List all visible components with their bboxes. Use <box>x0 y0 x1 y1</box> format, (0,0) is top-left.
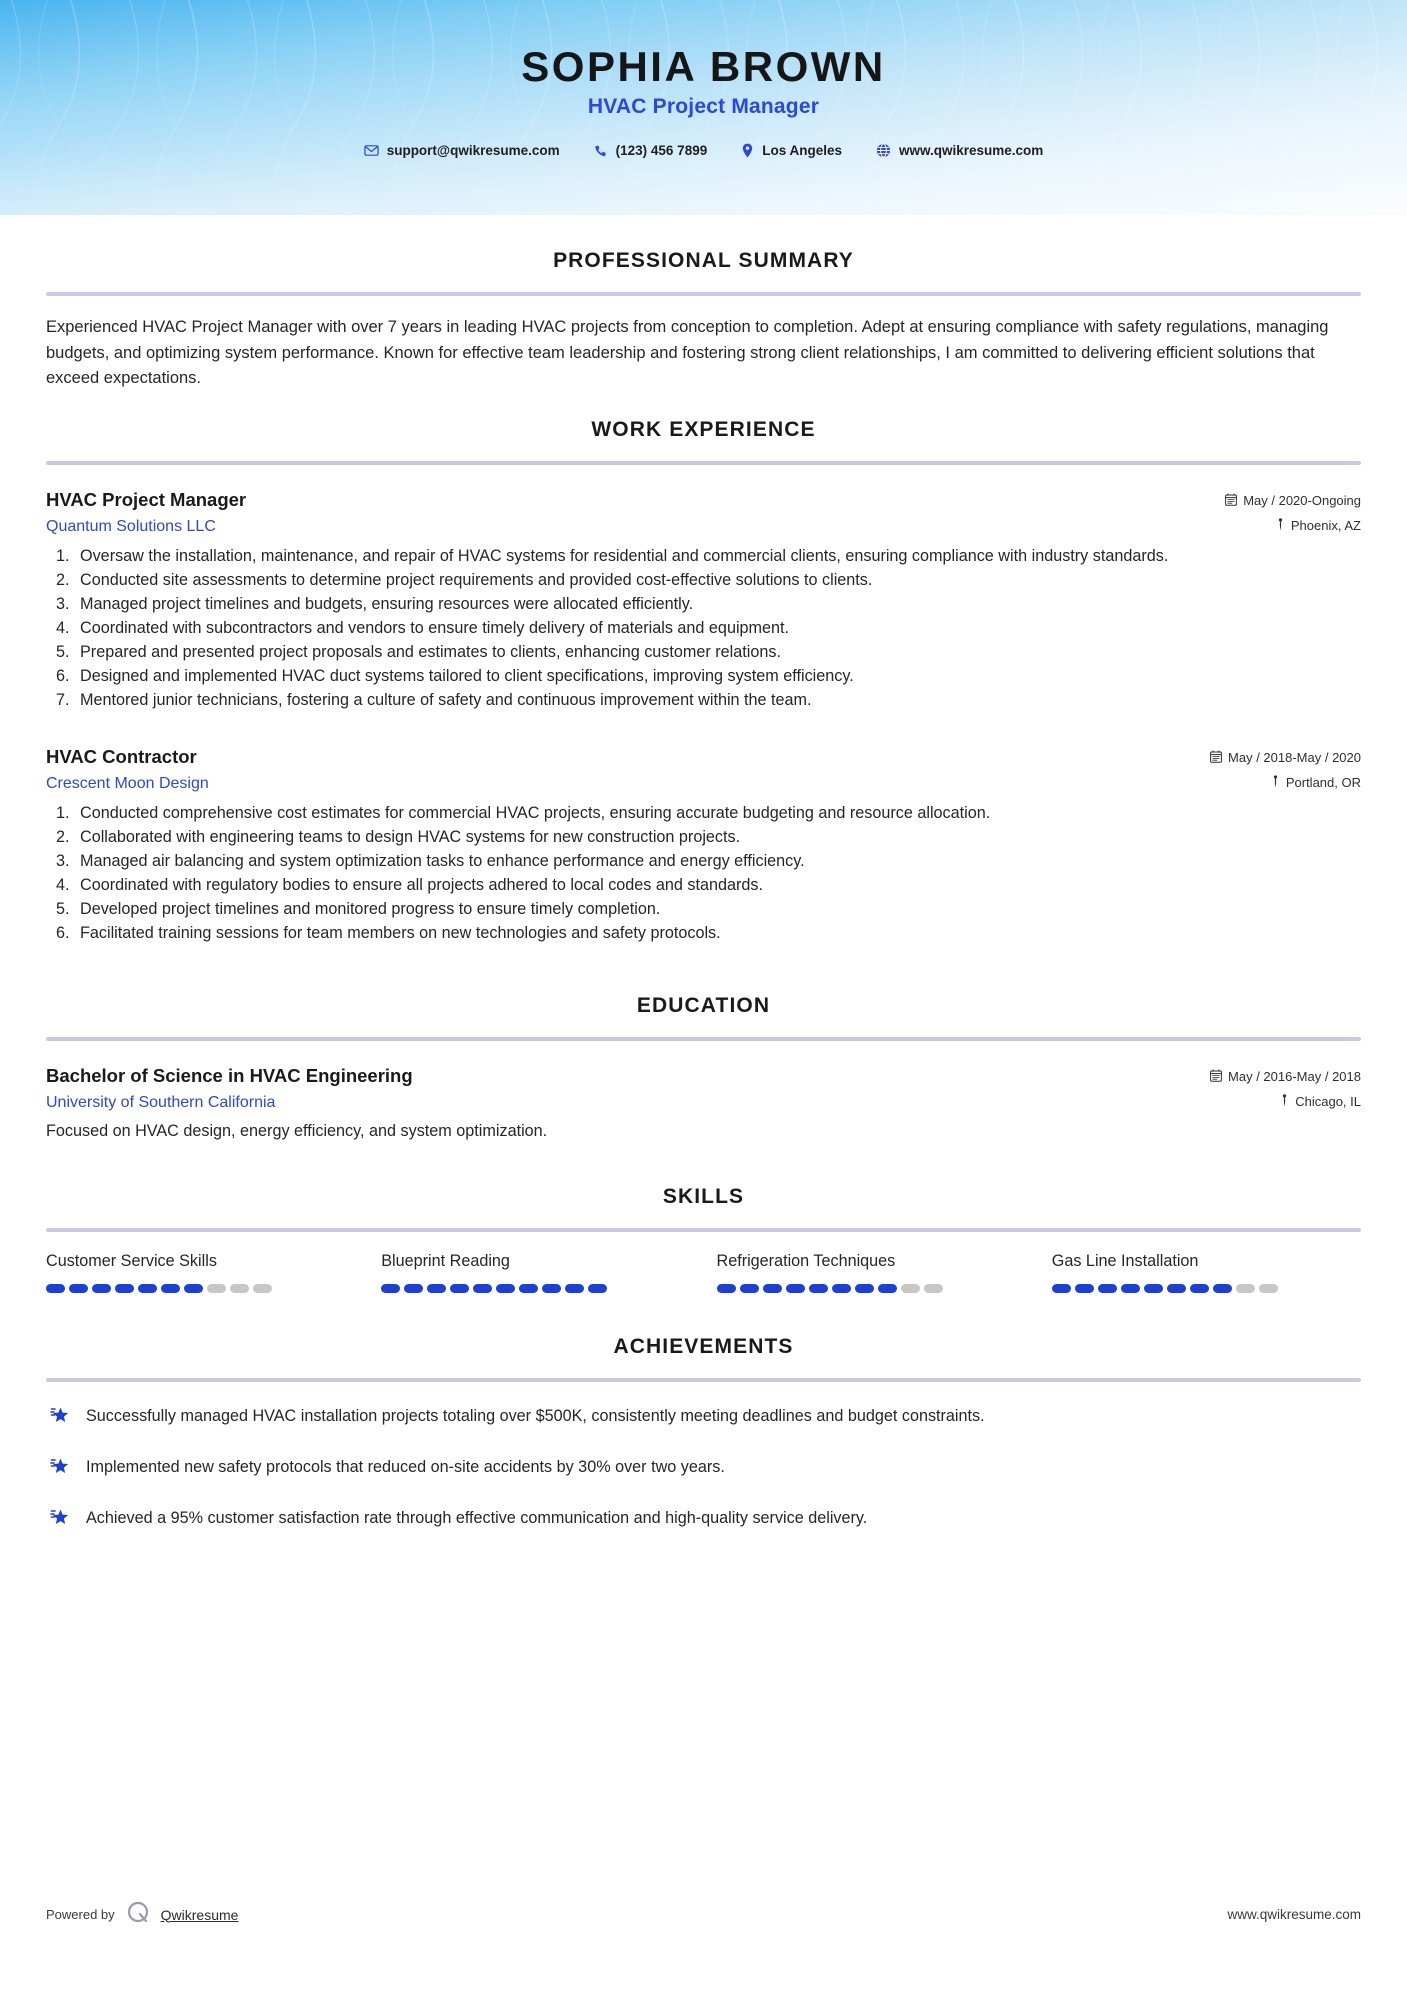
section-professional-summary <box>46 215 1361 392</box>
candidate-job-title: HVAC Project Manager <box>587 95 820 119</box>
powered-by-label: Powered by <box>46 1907 115 1922</box>
skill-segment <box>207 1284 226 1293</box>
list-item: 4. Coordinated with subcontractors and vendors to ensure timely delivery of materials and equipment. <box>74 617 1361 640</box>
list-item: 7. Mentored junior technicians, fostering a culture of safety and continuous improvement within the team. <box>74 689 1361 712</box>
skill-item <box>1052 1252 1361 1293</box>
skill-segment <box>519 1284 538 1293</box>
achievement-text: Successfully managed HVAC installation projects totaling over $500K, consistently meeting deadlines and budget constraints. <box>86 1406 985 1425</box>
job-dates-text: May / 2020-Ongoing <box>1243 493 1361 509</box>
location-pin-icon <box>741 143 754 158</box>
job-title: HVAC Project Manager <box>46 488 247 510</box>
skill-segment <box>230 1284 249 1293</box>
skill-segment <box>473 1284 492 1293</box>
star-badge-icon <box>46 1455 72 1486</box>
skill-segment <box>138 1284 157 1293</box>
skill-segment <box>832 1284 851 1293</box>
summary-paragraph: Experienced HVAC Project Manager with over 7 years in leading HVAC projects from conception to completion. Adept at ensuring compliance with safety regulations, managing budgets, and optimizing system performance. Known for effective team leadership and fostering strong client relationships, I am committed to delivering efficient solutions that exceed expectations. <box>46 318 1329 388</box>
skill-segment <box>924 1284 943 1293</box>
skill-segment <box>1052 1284 1071 1293</box>
list-item: 6. Facilitated training sessions for team members on new technologies and safety protocols. <box>74 922 1361 945</box>
skill-segment <box>404 1284 423 1293</box>
skill-segment <box>565 1284 584 1293</box>
skill-segment <box>809 1284 828 1293</box>
contact-website[interactable] <box>876 143 1043 158</box>
skill-segment <box>878 1284 897 1293</box>
skill-segment <box>427 1284 446 1293</box>
section-divider <box>46 1378 1361 1382</box>
job-bullet-list <box>46 802 1361 945</box>
qwikresume-link[interactable]: Qwikresume <box>160 1906 239 1923</box>
list-item: 3. Managed project timelines and budgets, ensuring resources were allocated efficiently. <box>74 593 1361 616</box>
section-work-experience <box>46 392 1361 945</box>
education-dates <box>1210 1069 1361 1085</box>
skill-segment <box>253 1284 272 1293</box>
section-title-skills: SKILLS <box>662 1184 745 1208</box>
list-item: 3. Managed air balancing and system optimization tasks to enhance performance and energy efficiency. <box>74 850 1361 873</box>
skill-segment <box>1098 1284 1117 1293</box>
skill-segment <box>450 1284 469 1293</box>
skill-segment <box>855 1284 874 1293</box>
section-divider <box>46 1228 1361 1232</box>
footer-url: www.qwikresume.com <box>1227 1907 1361 1922</box>
skill-label: Refrigeration Techniques <box>716 1251 896 1270</box>
contact-phone-text: (123) 456 7899 <box>615 143 708 159</box>
work-entry <box>46 746 1361 945</box>
achievement-text: Achieved a 95% customer satisfaction rate through effective communication and high-quality service delivery. <box>86 1508 868 1527</box>
list-item: 4. Coordinated with regulatory bodies to ensure all projects adhered to local codes and standards. <box>74 874 1361 897</box>
section-education <box>46 946 1361 1141</box>
map-marker-icon <box>1280 1094 1289 1110</box>
globe-icon <box>876 143 891 158</box>
skill-segment <box>763 1284 782 1293</box>
skill-segment <box>1144 1284 1163 1293</box>
skill-rating-bar <box>1052 1284 1361 1293</box>
school-name[interactable]: University of Southern California <box>46 1093 276 1111</box>
candidate-name: SOPHIA BROWN <box>521 43 886 90</box>
footer-brand-group <box>46 1899 238 1930</box>
resume-header-banner <box>0 0 1407 215</box>
skill-rating-bar <box>717 1284 1026 1293</box>
skill-rating-bar <box>381 1284 690 1293</box>
contact-phone[interactable] <box>594 143 708 158</box>
job-dates <box>1210 750 1361 766</box>
skill-segment <box>1121 1284 1140 1293</box>
qwikresume-logo-icon <box>125 1899 151 1930</box>
skill-segment <box>542 1284 561 1293</box>
job-location-text: Phoenix, AZ <box>1290 518 1361 534</box>
section-skills <box>46 1141 1361 1293</box>
list-item: 1. Conducted comprehensive cost estimates for commercial HVAC projects, ensuring accurate budgeting and resource allocation. <box>74 802 1361 825</box>
skill-segment <box>381 1284 400 1293</box>
contact-email-text: support@qwikresume.com <box>386 143 560 159</box>
skill-segment <box>588 1284 607 1293</box>
education-entry <box>46 1065 1361 1141</box>
education-note: Focused on HVAC design, energy efficiency, and system optimization. <box>46 1121 548 1140</box>
job-company[interactable]: Crescent Moon Design <box>46 774 209 792</box>
skill-item <box>381 1252 690 1293</box>
list-item <box>46 1506 1361 1537</box>
work-entry <box>46 489 1361 712</box>
email-icon <box>364 143 379 158</box>
skill-segment <box>1167 1284 1186 1293</box>
skill-segment <box>46 1284 65 1293</box>
skill-segment <box>717 1284 736 1293</box>
list-item <box>46 1455 1361 1486</box>
skill-label: Customer Service Skills <box>46 1251 217 1270</box>
skill-segment <box>184 1284 203 1293</box>
section-divider <box>46 292 1361 296</box>
skill-segment <box>1236 1284 1255 1293</box>
resume-body <box>0 215 1407 1537</box>
job-dates-text: May / 2018-May / 2020 <box>1228 750 1361 766</box>
skill-label: Blueprint Reading <box>381 1251 510 1270</box>
skill-segment <box>161 1284 180 1293</box>
skill-segment <box>115 1284 134 1293</box>
contact-location-text: Los Angeles <box>762 143 842 159</box>
phone-icon <box>594 144 608 158</box>
map-marker-icon <box>1271 775 1280 791</box>
achievements-list <box>46 1404 1361 1537</box>
skill-segment <box>1190 1284 1209 1293</box>
calendar-icon <box>1225 493 1237 509</box>
contact-email[interactable] <box>364 143 560 158</box>
contact-row <box>0 143 1407 158</box>
list-item: 5. Developed project timelines and monitored progress to ensure timely completion. <box>74 898 1361 921</box>
list-item: 5. Prepared and presented project proposals and estimates to clients, enhancing customer relations. <box>74 641 1361 664</box>
education-dates-text: May / 2016-May / 2018 <box>1228 1069 1361 1085</box>
contact-location <box>741 143 842 158</box>
section-divider <box>46 1037 1361 1041</box>
job-title: HVAC Contractor <box>46 745 197 767</box>
page-footer <box>46 1899 1361 1930</box>
skill-segment <box>69 1284 88 1293</box>
skill-segment <box>496 1284 515 1293</box>
job-location <box>1276 518 1361 534</box>
job-bullet-list <box>46 545 1361 712</box>
list-item: 2. Collaborated with engineering teams to design HVAC systems for new construction projects. <box>74 826 1361 849</box>
skill-segment <box>786 1284 805 1293</box>
contact-website-text: www.qwikresume.com <box>899 143 1044 159</box>
job-company[interactable]: Quantum Solutions LLC <box>46 517 216 535</box>
list-item <box>46 1404 1361 1435</box>
skill-segment <box>1075 1284 1094 1293</box>
list-item: 1. Oversaw the installation, maintenance, and repair of HVAC systems for residential and commercial clients, ensuring compliance with industry standards. <box>74 545 1361 568</box>
skill-rating-bar <box>46 1284 355 1293</box>
skill-segment <box>1213 1284 1232 1293</box>
achievement-text: Implemented new safety protocols that reduced on-site accidents by 30% over two years. <box>86 1457 725 1476</box>
skill-label: Gas Line Installation <box>1051 1251 1199 1270</box>
list-item: 6. Designed and implemented HVAC duct systems tailored to client specifications, improving system efficiency. <box>74 665 1361 688</box>
education-location-text: Chicago, IL <box>1295 1094 1361 1110</box>
map-marker-icon <box>1276 518 1285 534</box>
skills-grid <box>46 1252 1361 1293</box>
star-badge-icon <box>46 1506 72 1537</box>
section-title-achievements: ACHIEVEMENTS <box>613 1334 794 1358</box>
section-title-education: EDUCATION <box>636 993 771 1017</box>
education-location <box>1280 1094 1361 1110</box>
skill-item <box>717 1252 1026 1293</box>
section-title-summary: PROFESSIONAL SUMMARY <box>553 249 854 272</box>
section-divider <box>46 461 1361 465</box>
skill-segment <box>740 1284 759 1293</box>
list-item: 2. Conducted site assessments to determine project requirements and provided cost-effective solutions to clients. <box>74 569 1361 592</box>
skill-segment <box>1259 1284 1278 1293</box>
job-location <box>1271 775 1361 791</box>
degree-title: Bachelor of Science in HVAC Engineering <box>46 1064 413 1086</box>
calendar-icon <box>1210 1069 1222 1085</box>
calendar-icon <box>1210 750 1222 766</box>
section-title-work: WORK EXPERIENCE <box>591 417 816 441</box>
job-dates <box>1225 493 1361 509</box>
star-badge-icon <box>46 1404 72 1435</box>
section-achievements <box>46 1293 1361 1537</box>
skill-item <box>46 1252 355 1293</box>
skill-segment <box>92 1284 111 1293</box>
skill-segment <box>901 1284 920 1293</box>
job-location-text: Portland, OR <box>1285 775 1361 791</box>
